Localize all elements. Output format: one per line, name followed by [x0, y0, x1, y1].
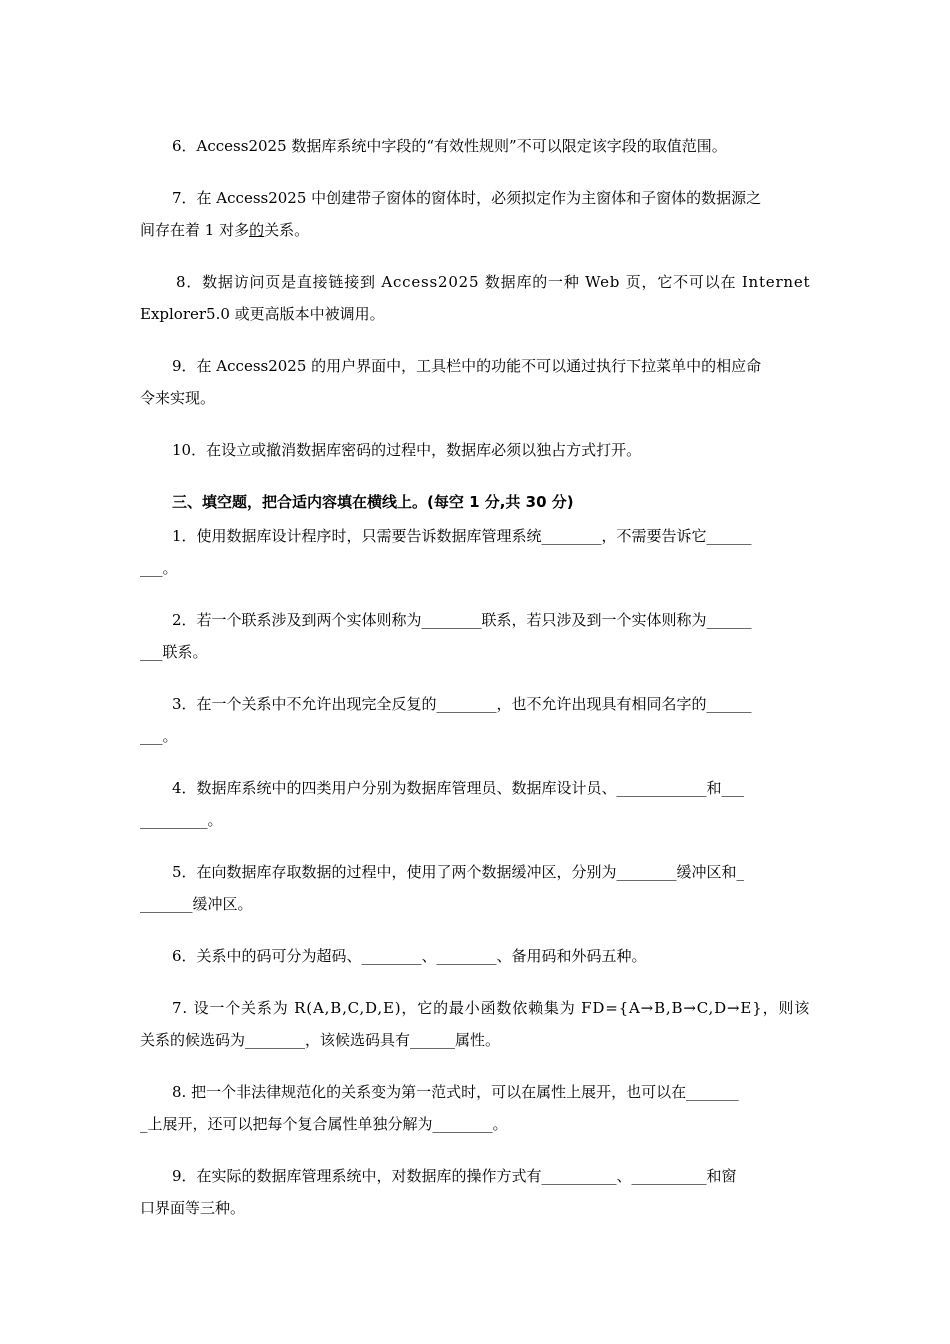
text-run: 关系。 [264, 221, 310, 239]
judge-item-6: 6．Access2025 数据库系统中字段的“有效性规则”不可以限定该字段的取值范围。 [172, 137, 727, 155]
fill-item-7: 7. 设一个关系为 R(A,B,C,D,E)，它的最小函数依赖集为 FD={A→B,B→C,D→E}，则该 [172, 999, 811, 1017]
fill-item-1: 1．使用数据库设计程序时，只需要告诉数据库管理系统________，不需要告诉它______ [172, 527, 752, 545]
judge-item-7: 7．在 Access2025 中创建带子窗体的窗体时，必须拟定作为主窗体和子窗体的数据源之 [172, 189, 762, 207]
fill-item-8: 8. 把一个非法律规范化的关系变为第一范式时，可以在属性上展开，也可以在_______ [172, 1083, 739, 1101]
fill-item-4: 4．数据库系统中的四类用户分别为数据库管理员、数据库设计员、____________和___ [172, 779, 745, 797]
fill-item-2: 2．若一个联系涉及到两个实体则称为________联系，若只涉及到一个实体则称为______ [172, 611, 752, 629]
judge-item-9-cont: 令来实现。 [140, 389, 216, 407]
fill-item-6: 6．关系中的码可分为超码、________、________、备用码和外码五种。 [172, 947, 647, 965]
fill-item-1-cont: ___。 [140, 559, 178, 577]
fill-item-3-cont: ___。 [140, 727, 178, 745]
fill-item-9-cont: 口界面等三种。 [140, 1199, 246, 1217]
fill-item-3: 3．在一个关系中不允许出现完全反复的________，也不允许出现具有相同名字的______ [172, 695, 752, 713]
judge-item-8-cont: Explorer5.0 或更高版本中被调用。 [140, 305, 385, 323]
judge-item-9: 9．在 Access2025 的用户界面中，工具栏中的功能不可以通过执行下拉菜单中的相应命 [172, 357, 762, 375]
fill-item-8-cont: _上展开，还可以把每个复合属性单独分解为________。 [140, 1115, 508, 1133]
judge-item-8: 8．数据访问页是直接链接到 Access2025 数据库的一种 Web 页，它不可以在 Internet [176, 273, 811, 291]
judge-item-10: 10．在设立或撤消数据库密码的过程中，数据库必须以独占方式打开。 [172, 441, 642, 459]
fill-item-7-cont: 关系的候选码为________，该候选码具有______属性。 [140, 1031, 501, 1049]
fill-item-2-cont: ___联系。 [140, 643, 208, 661]
underlined-text: 的 [249, 221, 265, 239]
section-heading: 三、填空题，把合适内容填在横线上。(每空 1 分,共 30 分) [172, 493, 574, 511]
fill-item-9: 9．在实际的数据库管理系统中，对数据库的操作方式有__________、__________和窗 [172, 1167, 737, 1185]
fill-item-4-cont: _________。 [140, 811, 223, 829]
fill-item-5-cont: _______缓冲区。 [140, 895, 253, 913]
judge-item-7-cont [140, 220, 309, 240]
text-run: 间存在着 1 对多 [140, 221, 250, 239]
fill-item-5: 5．在向数据库存取数据的过程中，使用了两个数据缓冲区，分别为________缓冲区和_ [172, 863, 745, 881]
